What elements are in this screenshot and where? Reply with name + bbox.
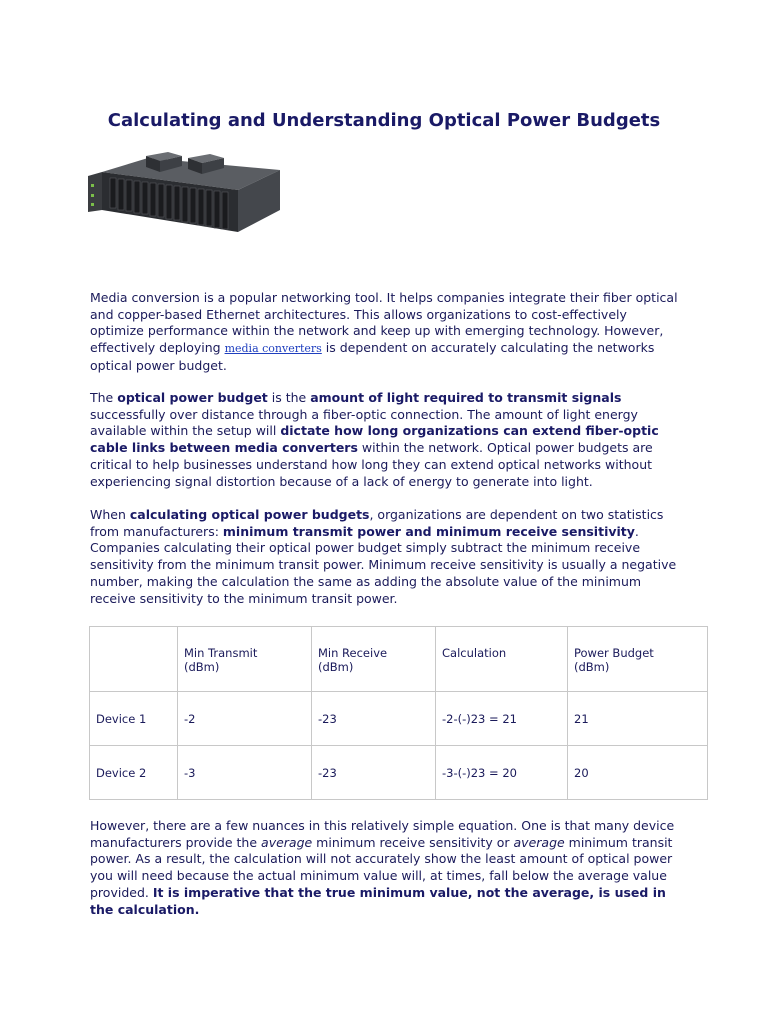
- text: minimum receive sensitivity or: [312, 834, 514, 850]
- bold-term: amount of light required to transmit signals: [310, 390, 622, 405]
- table-row: [90, 692, 708, 746]
- table-cell: Device 2: [90, 746, 178, 800]
- power-budget-definition-paragraph: [90, 390, 680, 490]
- text: . Companies calculating their optical power budget simply subtract the minimum receive sensitivity from the minimum transit power. Minimum receive sensitivity is usually a negative number, making the calculation the same as adding the absolute value of the minimum receive sensitivity to the minimum transit power.: [90, 523, 677, 606]
- table-row: [90, 746, 708, 800]
- text: minimum transit power. As a result, the calculation will not accurately show the least amount of optical power you will need because the actual minimum value will, at times, fall below the average value provided.: [90, 834, 673, 900]
- text: When: [90, 507, 130, 522]
- table-header-cell: [90, 627, 178, 692]
- nuances-paragraph: [90, 818, 680, 918]
- bold-term: minimum transmit power and minimum receive sensitivity: [222, 523, 635, 539]
- media-converter-chassis-image: [88, 150, 280, 242]
- table-cell: -23: [312, 746, 436, 800]
- intro-text-end: is dependent on accurately calculating the networks optical power budget.: [90, 340, 655, 373]
- text: within the network. Optical power budgets are critical to help businesses understand how long they can extend optical networks without experiencing signal distortion because of a lack of energy to generate into light.: [90, 440, 653, 489]
- table-cell: Device 1: [90, 692, 178, 746]
- table-cell: -2: [178, 692, 312, 746]
- intro-text: Media conversion is a popular networking tool. It helps companies integrate their fiber optical and copper-based Ethernet architectures. This allows organizations to cost-effectively optimize performance within the network and keep up with emerging technology. However, effectively deploying: [90, 290, 678, 356]
- table-cell: -3: [178, 746, 312, 800]
- power-budget-table: [89, 626, 708, 800]
- intro-paragraph: [90, 290, 680, 375]
- text: successfully over distance through a fiber-optic connection. The amount of light energy available within the setup will: [90, 406, 638, 439]
- table-cell: 20: [568, 746, 708, 800]
- bold-term: optical power budget: [117, 390, 268, 405]
- bold-term: dictate how long organizations can extend fiber-optic cable links between media converters: [90, 423, 659, 456]
- text: , organizations are dependent on two statistics from manufacturers:: [90, 507, 664, 539]
- table-header-row: [90, 627, 708, 692]
- header-min-receive: Min Receive (dBm): [318, 646, 388, 674]
- table-cell: -23: [312, 692, 436, 746]
- table-cell: 21: [568, 692, 708, 746]
- italic-term: average: [513, 834, 565, 850]
- table-header-cell: Calculation: [436, 627, 568, 692]
- table-header-cell: [178, 627, 312, 692]
- bold-term: calculating optical power budgets: [129, 507, 370, 522]
- text: is the: [267, 390, 311, 405]
- header-min-transmit: Min Transmit (dBm): [184, 646, 258, 674]
- table-header-cell: [568, 627, 708, 692]
- table-cell: -3-(-)23 = 20: [436, 746, 568, 800]
- table-cell: -2-(-)23 = 21: [436, 692, 568, 746]
- italic-term: average: [261, 834, 313, 850]
- calculation-paragraph: [90, 507, 680, 607]
- media-converters-link[interactable]: media converters: [224, 342, 322, 356]
- page-title: Calculating and Understanding Optical Power Budgets: [107, 110, 661, 131]
- text: The: [90, 390, 118, 405]
- header-power-budget: Power Budget (dBm): [574, 646, 654, 674]
- text: However, there are a few nuances in this relatively simple equation. One is that many device manufacturers provide the: [90, 818, 675, 850]
- bold-term: It is imperative that the true minimum value, not the average, is used in the calculation.: [90, 884, 666, 917]
- table-header-cell: [312, 627, 436, 692]
